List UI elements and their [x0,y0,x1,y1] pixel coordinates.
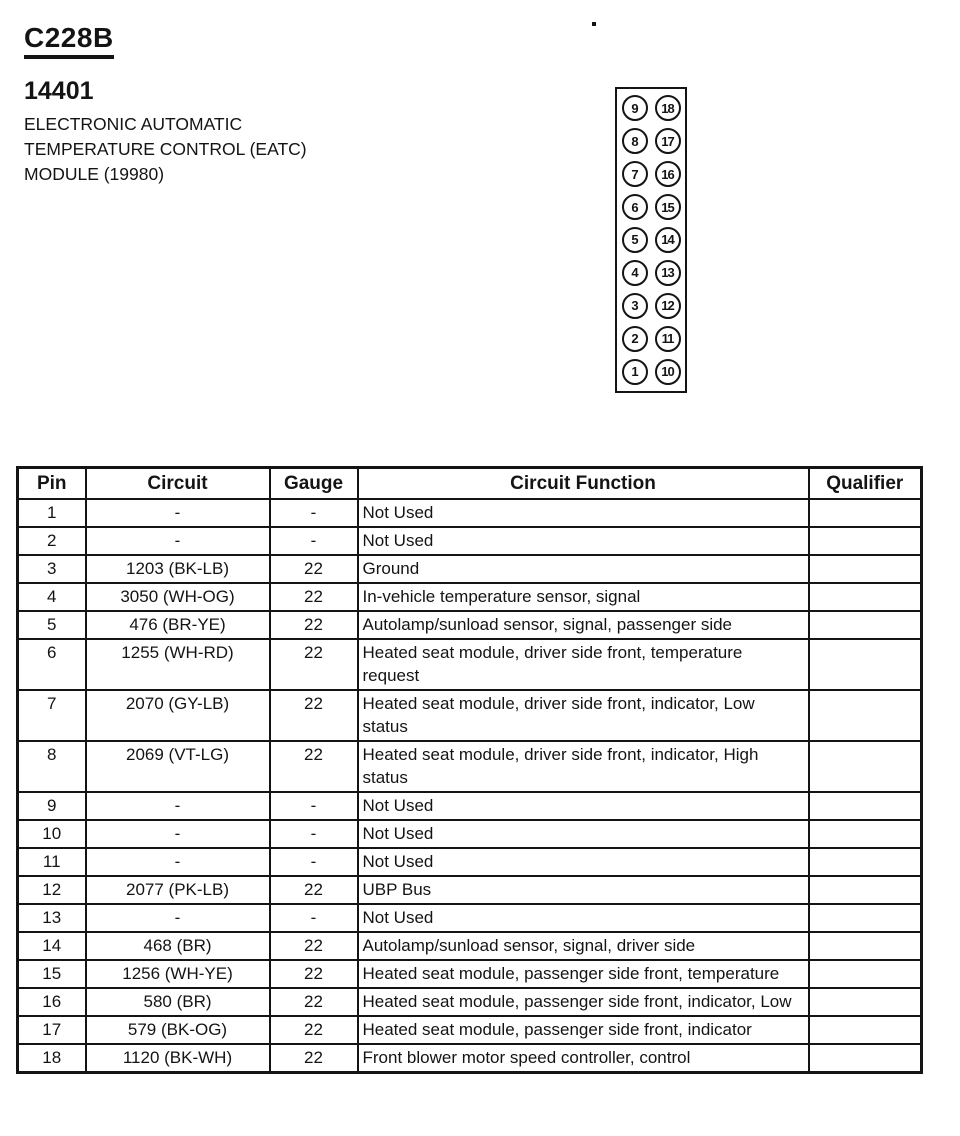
table-row [18,611,922,639]
cell-function: Ground [358,555,809,583]
cell-gauge: 22 [270,988,358,1016]
cell-qualifier [809,611,922,639]
cell-pin: 5 [18,611,86,639]
cell-function: Autolamp/sunload sensor, signal, passenger side [358,611,809,639]
cell-circuit: - [86,820,270,848]
header-qualifier: Qualifier [809,468,922,500]
cell-gauge: - [270,527,358,555]
cell-gauge: 22 [270,555,358,583]
cell-pin: 16 [18,988,86,1016]
cell-circuit: 1255 (WH-RD) [86,639,270,690]
cell-circuit: 1203 (BK-LB) [86,555,270,583]
cell-function: Front blower motor speed controller, control [358,1044,809,1073]
cell-pin: 14 [18,932,86,960]
connector-pin-15: 15 [655,194,681,220]
cell-function: Autolamp/sunload sensor, signal, driver side [358,932,809,960]
cell-circuit: 579 (BK-OG) [86,1016,270,1044]
part-number: 14401 [24,77,94,105]
connector-pin-1: 1 [622,359,648,385]
connector-pin-12: 12 [655,293,681,319]
cell-pin: 6 [18,639,86,690]
header-circuit: Circuit [86,468,270,500]
cell-function: Heated seat module, driver side front, indicator, Low status [358,690,809,741]
cell-circuit: 2070 (GY-LB) [86,690,270,741]
connector-pin-4: 4 [622,260,648,286]
table-row [18,1016,922,1044]
table-row [18,690,922,741]
module-description-line-1: ELECTRONIC AUTOMATIC [24,114,243,134]
cell-qualifier [809,555,922,583]
connector-id-title: C228B [24,22,114,59]
cell-gauge: - [270,499,358,527]
cell-function: In-vehicle temperature sensor, signal [358,583,809,611]
cell-gauge: - [270,820,358,848]
cell-qualifier [809,1044,922,1073]
connector-pin-8: 8 [622,128,648,154]
table-row [18,583,922,611]
cell-qualifier [809,499,922,527]
cell-pin: 2 [18,527,86,555]
cell-pin: 18 [18,1044,86,1073]
cell-gauge: 22 [270,741,358,792]
cell-circuit: 580 (BR) [86,988,270,1016]
connector-pin-5: 5 [622,227,648,253]
cell-qualifier [809,639,922,690]
connector-pin-17: 17 [655,128,681,154]
cell-pin: 4 [18,583,86,611]
cell-gauge: 22 [270,1044,358,1073]
cell-function: Heated seat module, passenger side front, indicator, Low [358,988,809,1016]
connector-pin-3: 3 [622,293,648,319]
cell-circuit: - [86,848,270,876]
cell-gauge: 22 [270,932,358,960]
connector-pin-18: 18 [655,95,681,121]
connector-pin-10: 10 [655,359,681,385]
cell-gauge: - [270,904,358,932]
cell-circuit: - [86,792,270,820]
cell-function: Heated seat module, passenger side front, indicator [358,1016,809,1044]
connector-pin-13: 13 [655,260,681,286]
cell-gauge: - [270,792,358,820]
cell-circuit: 1120 (BK-WH) [86,1044,270,1073]
cell-qualifier [809,988,922,1016]
cell-gauge: - [270,848,358,876]
cell-qualifier [809,904,922,932]
cell-qualifier [809,583,922,611]
document-header [24,22,584,187]
cell-qualifier [809,960,922,988]
table-row [18,904,922,932]
cell-function: Not Used [358,499,809,527]
table-row [18,876,922,904]
table-row [18,639,922,690]
cell-gauge: 22 [270,583,358,611]
cell-function: Not Used [358,904,809,932]
cell-function: Not Used [358,848,809,876]
cell-qualifier [809,932,922,960]
table-row [18,820,922,848]
cell-qualifier [809,876,922,904]
connector-pin-11: 11 [655,326,681,352]
cell-pin: 13 [18,904,86,932]
table-row [18,792,922,820]
connector-pin-7: 7 [622,161,648,187]
cell-circuit: 2069 (VT-LG) [86,741,270,792]
cell-circuit: 476 (BR-YE) [86,611,270,639]
connector-pin-16: 16 [655,161,681,187]
cell-circuit: - [86,499,270,527]
table-row [18,960,922,988]
cell-circuit: 2077 (PK-LB) [86,876,270,904]
cell-gauge: 22 [270,1016,358,1044]
cell-function: UBP Bus [358,876,809,904]
header-gauge: Gauge [270,468,358,500]
connector-pin-14: 14 [655,227,681,253]
cell-qualifier [809,1016,922,1044]
cell-qualifier [809,848,922,876]
cell-pin: 15 [18,960,86,988]
cell-pin: 10 [18,820,86,848]
cell-function: Heated seat module, driver side front, indicator, High status [358,741,809,792]
pinout-table-body [18,499,922,1073]
connector-pin-2: 2 [622,326,648,352]
table-row [18,1044,922,1073]
cell-function: Not Used [358,792,809,820]
header-pin: Pin [18,468,86,500]
cell-function: Not Used [358,820,809,848]
cell-pin: 1 [18,499,86,527]
cell-pin: 11 [18,848,86,876]
cell-gauge: 22 [270,639,358,690]
cell-gauge: 22 [270,690,358,741]
cell-gauge: 22 [270,876,358,904]
cell-circuit: 1256 (WH-YE) [86,960,270,988]
cell-gauge: 22 [270,960,358,988]
table-row [18,988,922,1016]
table-row [18,499,922,527]
cell-pin: 9 [18,792,86,820]
header-function: Circuit Function [358,468,809,500]
module-description-line-2: TEMPERATURE CONTROL (EATC) [24,139,307,159]
module-description-line-3: MODULE (19980) [24,164,165,184]
cell-qualifier [809,690,922,741]
cell-circuit: - [86,904,270,932]
cell-pin: 12 [18,876,86,904]
cell-circuit: 468 (BR) [86,932,270,960]
pinout-table [16,466,923,1074]
cell-pin: 7 [18,690,86,741]
cell-function: Not Used [358,527,809,555]
connector-pin-6: 6 [622,194,648,220]
cell-gauge: 22 [270,611,358,639]
cell-circuit: - [86,527,270,555]
cell-qualifier [809,792,922,820]
scan-artifact-dot [592,22,596,26]
table-header-row [18,468,922,500]
table-row [18,848,922,876]
cell-function: Heated seat module, driver side front, temperature request [358,639,809,690]
cell-pin: 3 [18,555,86,583]
cell-qualifier [809,820,922,848]
cell-qualifier [809,527,922,555]
cell-pin: 8 [18,741,86,792]
table-row [18,527,922,555]
table-row [18,932,922,960]
connector-pin-diagram [615,87,687,393]
connector-pin-9: 9 [622,95,648,121]
table-row [18,555,922,583]
cell-pin: 17 [18,1016,86,1044]
cell-qualifier [809,741,922,792]
cell-circuit: 3050 (WH-OG) [86,583,270,611]
table-row [18,741,922,792]
cell-function: Heated seat module, passenger side front, temperature [358,960,809,988]
